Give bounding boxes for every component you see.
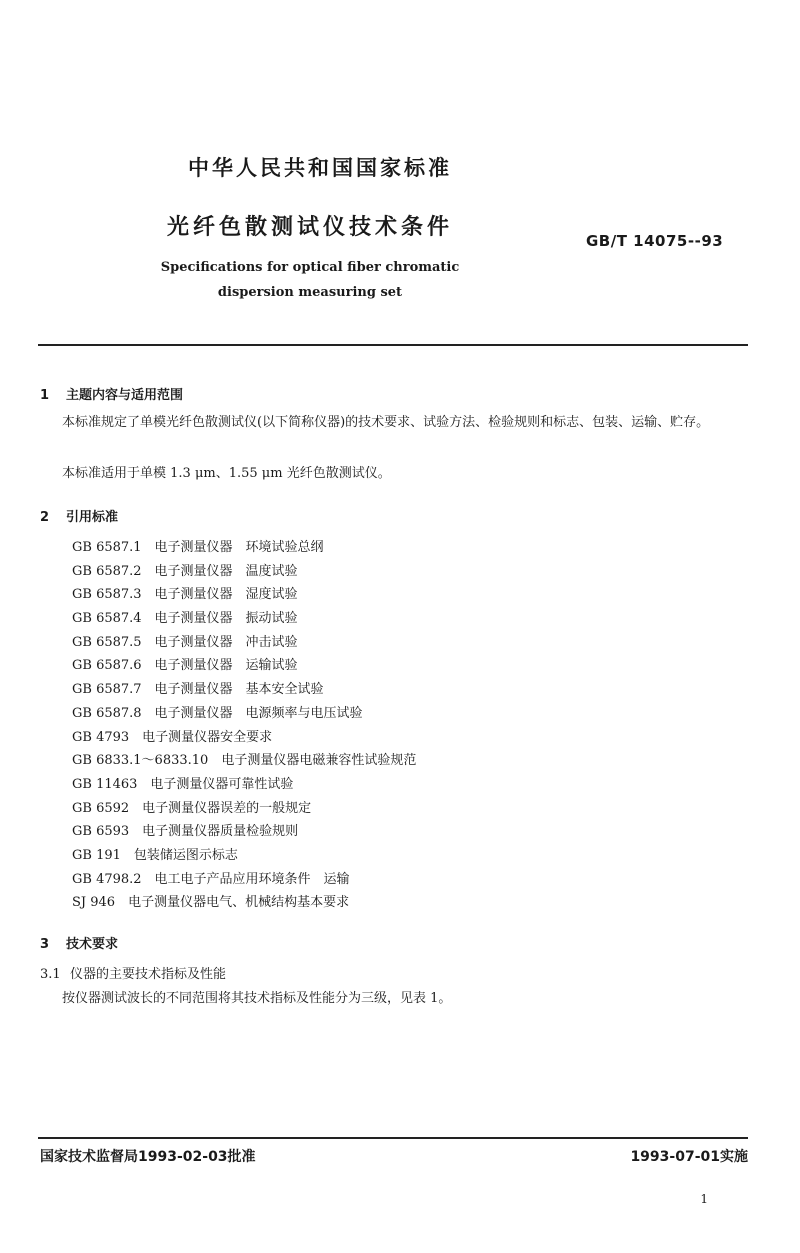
section-title: 引用标准 (66, 510, 119, 525)
list-item: GB 6587.8 电子测量仪器 电源频率与电压试验 (72, 705, 363, 721)
list-item: GB 6587.1 电子测量仪器 环境试验总纲 (72, 540, 324, 555)
list-item: GB 11463 电子测量仪器可靠性试验 (72, 776, 294, 792)
section-1-paragraph-2: 本标准适用于单模 1.3 μm、1.55 μm 光纤色散测试仪。 (62, 466, 391, 481)
section-title: 技术要求 (66, 937, 119, 952)
document-title-en-line2: dispersion measuring set (217, 285, 403, 300)
list-item: GB 6587.5 电子测量仪器 冲击试验 (72, 634, 298, 650)
top-divider (38, 344, 748, 346)
referenced-standards-list (72, 536, 416, 915)
section-2-heading (40, 506, 118, 525)
list-item: GB 4798.2 电工电子产品应用环境条件 运输 (72, 871, 350, 887)
list-item: GB 6833.1～6833.10 电子测量仪器电磁兼容性试验规范 (72, 753, 417, 769)
standard-org-title: 中华人民共和国国家标准 (188, 156, 452, 180)
subsection-3-1-heading (40, 964, 226, 986)
approval-date: 国家技术监督局1993-02-03批准 (40, 1149, 256, 1165)
bottom-divider (38, 1137, 748, 1139)
list-item: GB 4793 电子测量仪器安全要求 (72, 729, 273, 745)
list-item: GB 6587.4 电子测量仪器 振动试验 (72, 611, 298, 627)
list-item: GB 191 包装储运图示标志 (72, 847, 238, 863)
subsection-number: 3.1 (40, 967, 61, 982)
section-title: 主题内容与适用范围 (66, 388, 184, 403)
list-item: GB 6587.6 电子测量仪器 运输试验 (72, 658, 298, 674)
list-item: GB 6592 电子测量仪器误差的一般规定 (72, 800, 312, 816)
subsection-title: 仪器的主要技术指标及性能 (70, 967, 227, 982)
list-item: GB 6593 电子测量仪器质量检验规则 (72, 824, 299, 840)
section-3-heading (40, 933, 118, 952)
section-1-paragraph-1: 本标准规定了单模光纤色散测试仪(以下简称仪器)的技术要求、试验方法、检验规则和标志、包装、运输、贮存。 (62, 415, 710, 430)
section-number: 2 (40, 510, 50, 525)
list-item: GB 6587.7 电子测量仪器 基本安全试验 (72, 682, 324, 698)
document-title-en-line1: Specifications for optical fiber chromatic (160, 260, 460, 275)
page-number: 1 (700, 1192, 708, 1206)
implementation-date: 1993-07-01实施 (630, 1149, 748, 1165)
section-number: 1 (40, 388, 50, 403)
section-3-paragraph-1: 按仪器测试波长的不同范围将其技术指标及性能分为三级，见表 1。 (62, 991, 452, 1006)
list-item: SJ 946 电子测量仪器电气、机械结构基本要求 (72, 895, 350, 911)
list-item: GB 6587.3 电子测量仪器 湿度试验 (72, 587, 298, 603)
document-title-cn: 光纤色散测试仪技术条件 (166, 215, 453, 240)
standard-code: GB/T 14075--93 (586, 232, 724, 250)
section-number: 3 (40, 937, 50, 952)
section-1-heading (40, 384, 183, 403)
list-item: GB 6587.2 电子测量仪器 温度试验 (72, 563, 298, 579)
